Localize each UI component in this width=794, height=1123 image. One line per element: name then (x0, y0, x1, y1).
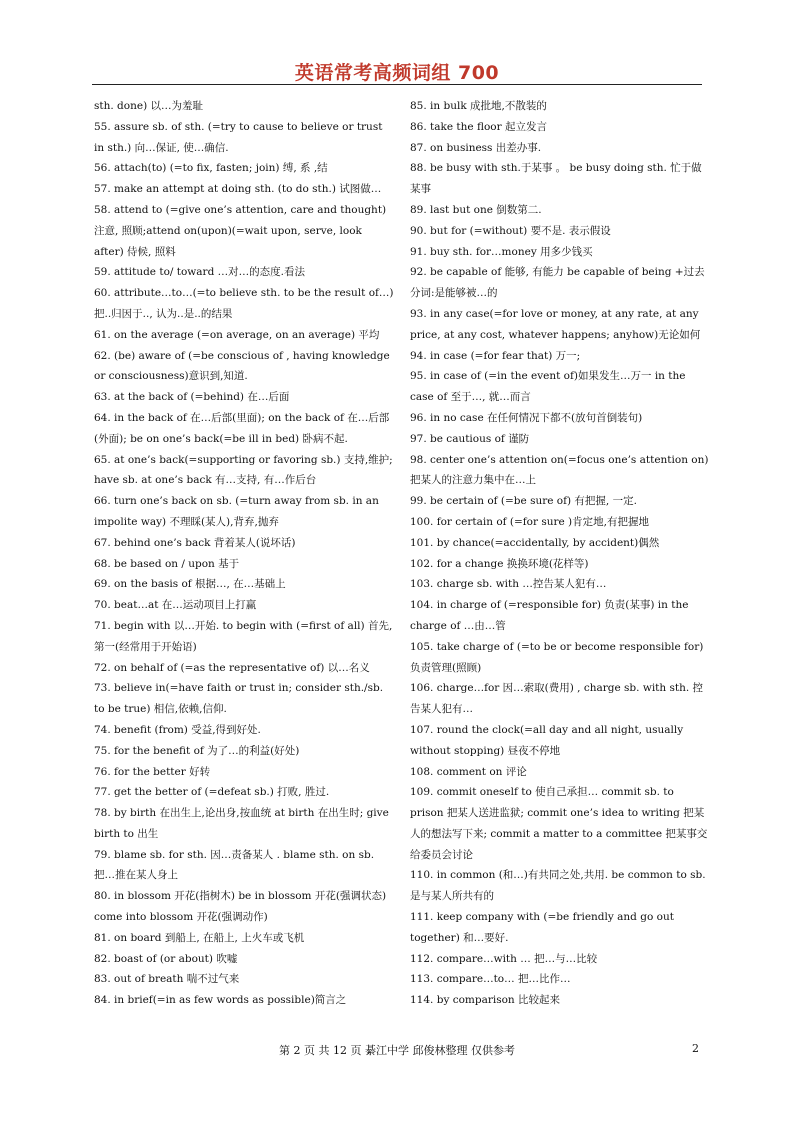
phrase-entry: 88. be busy with sth.于某事 。 be busy doing sth. 忙于做某事 (410, 162, 702, 196)
phrase-entry: 87. on business 出差办事. (410, 141, 542, 154)
phrase-entry: 93. in any case(=for love or money, at any rate, at any price, at any cost, whatever happens; anyhow)无论如何 (410, 307, 701, 341)
phrase-entry: 99. be certain of (=be sure of) 有把握, 一定. (410, 495, 637, 508)
phrase-entry: 113. compare…to… 把…比作… (410, 973, 571, 986)
phrase-entry: 64. in the back of 在…后部(里面); on the back of 在…后部(外面); be on one’s back(=be ill in bed) 卧病不起. (94, 411, 390, 445)
phrase-entry: 62. (be) aware of (=be conscious of , having knowledge or consciousness)意识到,知道. (94, 349, 390, 383)
phrase-entry: 104. in charge of (=responsible for) 负责(某事) in the charge of …由…管 (410, 599, 689, 632)
phrase-entry: 96. in no case 在任何情况下都不(放句首倒装句) (410, 411, 643, 424)
phrase-entry: 94. in case (=for fear that) 万一; (410, 349, 581, 362)
phrase-entry: 90. but for (=without) 要不是. 表示假设 (410, 224, 611, 237)
phrase-entry: 89. last but one 倒数第二. (410, 203, 542, 216)
phrase-entry: 101. by chance(=accidentally, by accident)偶然 (410, 536, 660, 549)
phrase-entry: 83. out of breath 喘不过气来 (94, 973, 240, 986)
phrase-entry: 106. charge…for 因…索取(费用) , charge sb. with sth. 控告某人犯有… (410, 682, 704, 716)
phrase-entry: 73. believe in(=have faith or trust in; consider sth./sb. to be true) 相信,依赖,信仰. (94, 682, 384, 716)
phrase-entry: 97. be cautious of 谨防 (410, 432, 530, 445)
phrase-entry: 56. attach(to) (=to fix, fasten; join) 缚, 系 ,结 (94, 162, 328, 175)
phrase-entry: 80. in blossom 开花(指树木) be in blossom 开花(强调状态) come into blossom 开花(强调动作) (94, 890, 387, 924)
phrase-entry: 114. by comparison 比较起来 (410, 994, 561, 1007)
phrase-entry: 68. be based on / upon 基于 (94, 557, 240, 570)
phrase-entry: 84. in brief(=in as few words as possible)简言之 (94, 994, 347, 1007)
page-title: 英语常考高频词组 700 (294, 62, 500, 84)
phrase-entry: 65. at one’s back(=supporting or favoring sb.) 支持,维护; have sb. at one’s back 有…支持, 有…作后台 (94, 453, 393, 487)
phrase-entry: 78. by birth 在出生上,论出身,按血统 at birth 在出生时; give birth to 出生 (94, 807, 389, 840)
phrase-entry: 91. buy sth. for…money 用多少钱买 (410, 245, 593, 258)
phrase-entry: 70. beat…at 在…运动项目上打赢 (94, 599, 257, 612)
phrase-entry: 102. for a change 换换环境(花样等) (410, 557, 589, 570)
phrase-entry: 75. for the benefit of 为了…的利益(好处) (94, 744, 300, 757)
phrase-entry: 108. comment on 评论 (410, 765, 527, 778)
phrase-entry: 112. compare…with … 把…与…比较 (410, 952, 598, 965)
phrase-entry: 86. take the floor 起立发言 (410, 120, 547, 133)
phrase-entry: 71. begin with 以…开始. to begin with (=first of all) 首先, 第一(经常用于开始语) (94, 619, 393, 653)
left-column (94, 96, 394, 1011)
right-column (410, 96, 710, 1011)
phrase-entry: 72. on behalf of (=as the representative of) 以…名义 (94, 661, 370, 674)
page-number: 2 (692, 1042, 699, 1055)
phrase-entry: sth. done) 以…为羞耻 (94, 100, 203, 112)
phrase-entry: 66. turn one’s back on sb. (=turn away from sb. in an impolite way) 不理睬(某人),背弃,抛弃 (94, 495, 379, 528)
phrase-entry: 95. in case of (=in the event of)如果发生…万一 in the case of 至于…, 就…而言 (410, 370, 686, 404)
phrase-entry: 107. round the clock(=all day and all night, usually without stopping) 昼夜不停地 (410, 723, 684, 757)
phrase-entry: 82. boast of (or about) 吹嘘 (94, 952, 238, 965)
phrase-entry: 98. center one’s attention on(=focus one’s attention on) 把某人的注意力集中在…上 (410, 453, 709, 487)
phrase-entry: 67. behind one’s back 背着某人(说坏话) (94, 536, 296, 549)
phrase-entry: 60. attribute…to…(=to believe sth. to be the result of…)把..归因于.., 认为..是..的结果 (94, 287, 394, 320)
phrase-entry: 79. blame sb. for sth. 因…责备某人 . blame sth. on sb. 把…推在某人身上 (94, 848, 375, 882)
phrase-entry: 100. for certain of (=for sure )肯定地,有把握地 (410, 515, 649, 528)
phrase-entry: 74. benefit (from) 受益,得到好处. (94, 723, 261, 736)
phrase-entry: 92. be capable of 能够, 有能力 be capable of being +过去分词:是能够被…的 (410, 266, 705, 300)
phrase-entry: 63. at the back of (=behind) 在…后面 (94, 391, 290, 404)
phrase-entry: 81. on board 到船上, 在船上, 上火车或飞机 (94, 931, 305, 944)
phrase-entry: 55. assure sb. of sth. (=try to cause to believe or trust in sth.) 向…保证, 使…确信. (94, 120, 383, 154)
phrase-entry: 109. commit oneself to 使自己承担… commit sb. to prison 把某人送进监狱; commit one’s idea to writing 把某人的想法写下来; commit a matter to a committee 把某事交给委员会讨论 (410, 786, 708, 861)
phrase-entry: 111. keep company with (=be friendly and go out together) 和…要好. (410, 911, 674, 944)
phrase-entry: 57. make an attempt at doing sth. (to do sth.) 试图做… (94, 183, 382, 196)
header-rule (92, 84, 702, 85)
phrase-entry: 77. get the better of (=defeat sb.) 打败, 胜过. (94, 786, 330, 799)
page-footer: 第 2 页 共 12 页 綦江中学 邱俊林整理 仅供参考 (279, 1044, 515, 1057)
phrase-entry: 58. attend to (=give one’s attention, care and thought)注意, 照顾;attend on(upon)(=wait upon, serve, look after) 侍候, 照料 (94, 203, 387, 258)
phrase-entry: 105. take charge of (=to be or become responsible for)负责管理(照顾) (410, 640, 704, 674)
phrase-entry: 76. for the better 好转 (94, 765, 211, 778)
phrase-entry: 103. charge sb. with …控告某人犯有… (410, 578, 607, 591)
phrase-entry: 69. on the basis of 根据…, 在…基础上 (94, 578, 286, 591)
phrase-entry: 61. on the average (=on average, on an average) 平均 (94, 328, 380, 341)
phrase-entry: 110. in common (和…)有共同之处,共用. be common to sb. 是与某人所共有的 (410, 869, 706, 903)
phrase-entry: 59. attitude to/ toward …对…的态度.看法 (94, 266, 305, 279)
phrase-entry: 85. in bulk 成批地,不散装的 (410, 100, 547, 112)
